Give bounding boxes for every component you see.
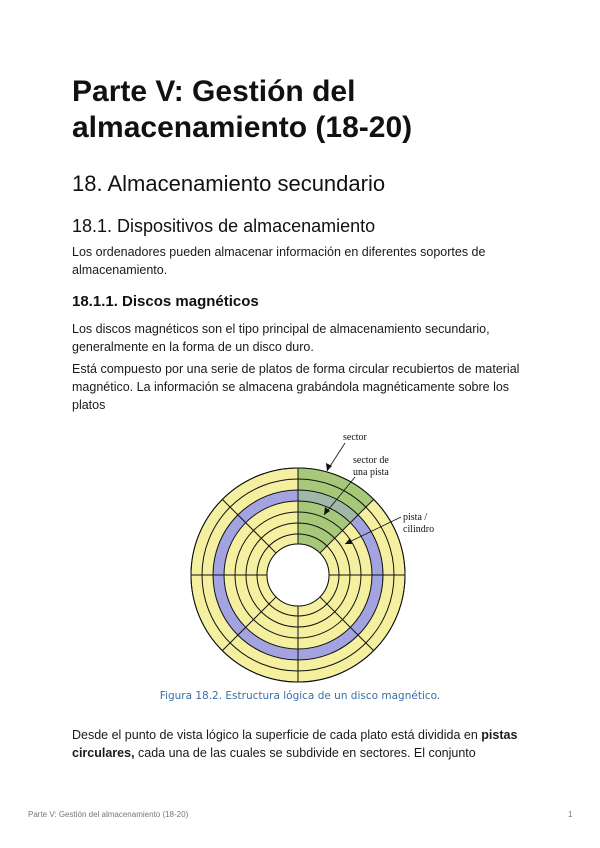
figure-caption: Figura 18.2. Estructura lógica de un disco magnético. (159, 690, 441, 702)
label-track-sector-2: una pista (353, 467, 389, 478)
paragraph-2: Está compuesto por una serie de platos de forma circular recubiertos de material magnético. La información se almacena grabándola magnéticamente sobre los platos (72, 362, 520, 412)
footer-page-number: 1 (568, 810, 573, 819)
footer-title: Parte V: Gestión del almacenamiento (18-20) (28, 810, 189, 819)
paragraph-3-after: cada una de las cuales se subdivide en sectores. El conjunto (134, 746, 476, 760)
subsection-title: 18.1.1. Discos magnéticos (72, 293, 259, 310)
label-track-2: cilindro (403, 524, 435, 535)
paragraph-1: Los discos magnéticos son el tipo principal de almacenamiento secundario, generalmente en la forma de un disco duro. (72, 322, 490, 354)
disk-diagram (160, 425, 460, 685)
disk-structure (191, 468, 405, 682)
label-track-1: pista / (403, 512, 428, 523)
paragraph-3 (72, 726, 532, 762)
label-sector: sector (343, 432, 367, 443)
section-intro: Los ordenadores pueden almacenar información en diferentes soportes de almacenamiento. (72, 245, 486, 277)
disk-spindle-hole (267, 544, 329, 606)
part-title: Parte V: Gestión del almacenamiento (18-20) (72, 75, 413, 144)
chapter-title: 18. Almacenamiento secundario (72, 171, 386, 196)
paragraph-3-before: Desde el punto de vista lógico la superficie de cada plato está dividida en (72, 728, 482, 742)
disk-figure (160, 425, 460, 685)
paragraph-3-bold: pistas circulares, (72, 728, 518, 760)
section-title: 18.1. Dispositivos de almacenamiento (72, 216, 376, 236)
label-track-sector-1: sector de (353, 455, 389, 466)
